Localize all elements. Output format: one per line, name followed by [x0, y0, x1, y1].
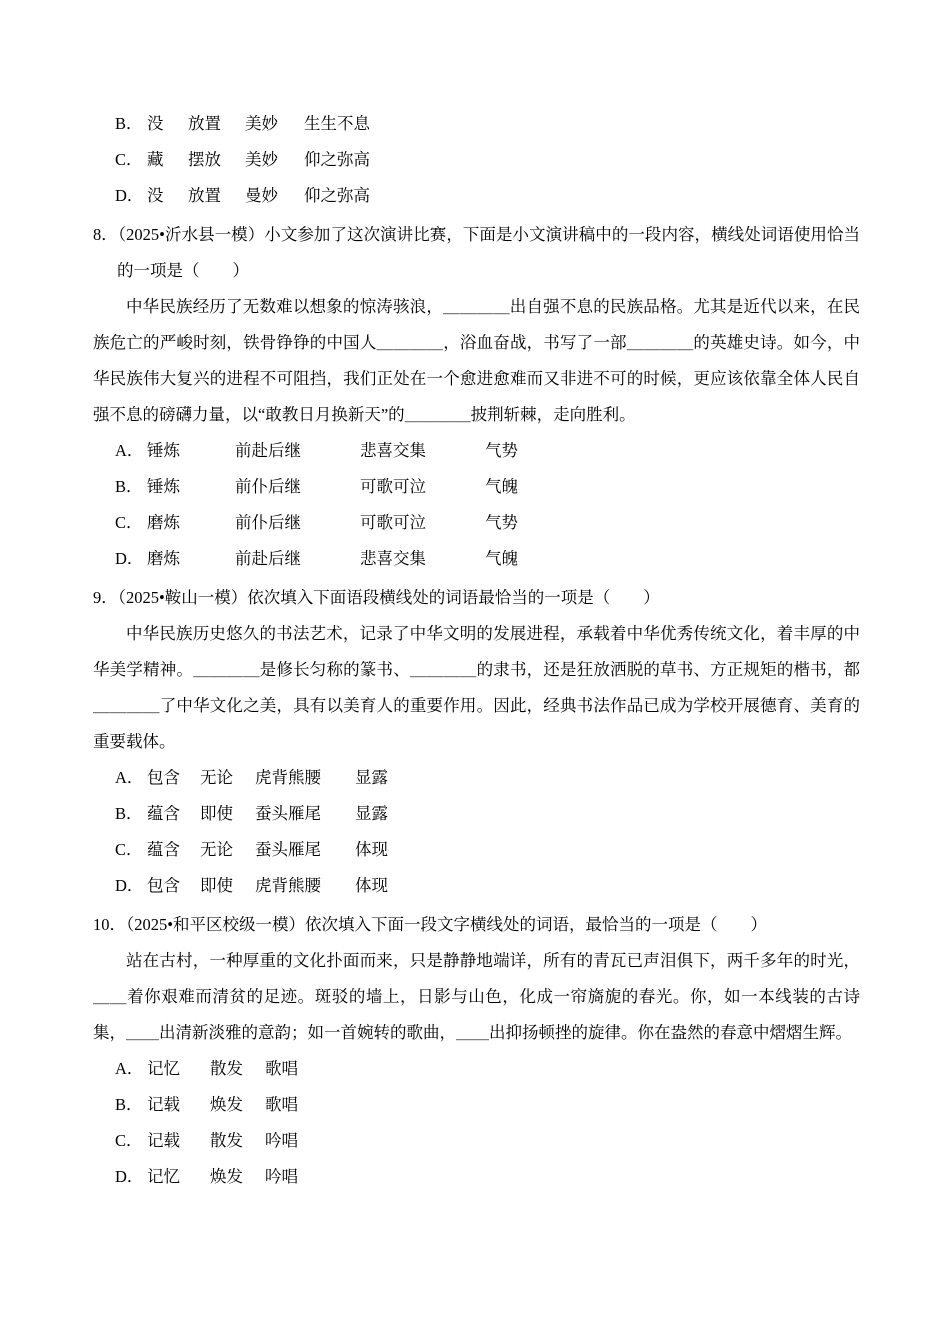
option-item: 锤炼: [147, 477, 180, 496]
question-block: [93, 907, 860, 1195]
option-item: 蚕头雁尾: [255, 840, 321, 859]
option-label: B．: [115, 1095, 143, 1114]
question-block: [93, 217, 860, 577]
option-item: 仰之弥高: [304, 150, 370, 169]
question-stem-text: （2025•沂水县一模）小文参加了这次演讲比赛，下面是小文演讲稿中的一段内容，横线处词语使用恰当的一项是（ ）: [117, 225, 861, 280]
option-item: 气势: [485, 441, 518, 460]
option-item: 包含: [147, 876, 180, 895]
options-list: [115, 1051, 860, 1195]
option-row: [115, 1159, 860, 1195]
option-item: 气魄: [485, 549, 518, 568]
question-passage: 站在古村，一种厚重的文化扑面而来，只是静静地端详，所有的青瓦已声泪俱下，两千多年的时光，＿＿着你艰难而清贫的足迹。斑驳的墙上，日影与山色，化成一帘旖旎的春光。你，如一本线装的古诗集，＿＿出清新淡雅的意韵；如一首婉转的歌曲，＿＿出抑扬顿挫的旋律。你在盎然的春意中熠熠生辉。: [93, 951, 860, 1042]
option-item: 前赴后继: [235, 549, 301, 568]
option-item: 记载: [147, 1095, 180, 1114]
option-item: 仰之弥高: [304, 186, 370, 205]
option-row: [115, 1123, 860, 1159]
option-item: 蚕头雁尾: [255, 804, 321, 823]
option-item: 蕴含: [147, 804, 180, 823]
option-item: 曼妙: [245, 186, 278, 205]
option-item: 气魄: [485, 477, 518, 496]
option-item: 显露: [355, 804, 388, 823]
option-item: 生生不息: [304, 114, 370, 133]
option-row: [115, 832, 860, 868]
option-item: 没: [147, 186, 164, 205]
option-item: 前赴后继: [235, 441, 301, 460]
option-item: 美妙: [245, 114, 278, 133]
option-row: [115, 142, 860, 178]
option-item: 歌唱: [265, 1095, 298, 1114]
options-list: [115, 760, 860, 904]
option-item: 即使: [200, 804, 233, 823]
option-label: C．: [115, 840, 143, 859]
option-item: 包含: [147, 768, 180, 787]
option-item: 记忆: [147, 1059, 180, 1078]
option-item: 无论: [200, 768, 233, 787]
option-item: 藏: [147, 150, 164, 169]
option-row: [115, 505, 860, 541]
option-label: D．: [115, 549, 144, 568]
option-label: C．: [115, 513, 143, 532]
questions: [93, 217, 860, 1195]
option-item: 磨炼: [147, 549, 180, 568]
option-item: 可歌可泣: [360, 513, 426, 532]
option-item: 显露: [355, 768, 388, 787]
option-label: B．: [115, 804, 143, 823]
option-item: 记忆: [147, 1167, 180, 1186]
question-block: [93, 580, 860, 904]
option-item: 焕发: [210, 1167, 243, 1186]
option-item: 即使: [200, 876, 233, 895]
option-row: [115, 760, 860, 796]
option-item: 摆放: [188, 150, 221, 169]
option-row: [115, 868, 860, 904]
question-stem-text: （2025•鞍山一模）依次填入下面语段横线处的词语最恰当的一项是（ ）: [117, 588, 660, 607]
option-item: 散发: [210, 1059, 243, 1078]
option-item: 吟唱: [265, 1131, 298, 1150]
option-item: 气势: [485, 513, 518, 532]
option-item: 蕴含: [147, 840, 180, 859]
option-label: D．: [115, 876, 144, 895]
option-row: [115, 541, 860, 577]
option-item: 吟唱: [265, 1167, 298, 1186]
question-stem-text: （2025•和平区校级一模）依次填入下面一段文字横线处的词语，最恰当的一项是（ ）: [126, 915, 768, 934]
options-list: [115, 433, 860, 577]
option-item: 悲喜交集: [360, 549, 426, 568]
option-label: B．: [115, 477, 143, 496]
option-item: 无论: [200, 840, 233, 859]
option-item: 前仆后继: [235, 513, 301, 532]
option-item: 散发: [210, 1131, 243, 1150]
option-label: C．: [115, 150, 143, 169]
question-number: 8．: [93, 225, 118, 244]
question-number: 10．: [93, 915, 126, 934]
option-label: B．: [115, 114, 143, 133]
leading-options: [115, 106, 860, 214]
option-item: 放置: [188, 114, 221, 133]
option-item: 锤炼: [147, 441, 180, 460]
option-item: 放置: [188, 186, 221, 205]
option-label: A．: [115, 1059, 144, 1078]
option-item: 虎背熊腰: [255, 768, 321, 787]
option-item: 体现: [355, 876, 388, 895]
option-row: [115, 1051, 860, 1087]
option-item: 没: [147, 114, 164, 133]
question-passage: 中华民族经历了无数难以想象的惊涛骇浪，＿＿＿＿出自强不息的民族品格。尤其是近代以来，在民族危亡的严峻时刻，铁骨铮铮的中国人＿＿＿＿，浴血奋战，书写了一部＿＿＿＿的英雄史诗。如今，中华民族伟大复兴的进程不可阻挡，我们正处在一个愈进愈难而又非进不可的时候，更应该依靠全体人民自强不息的磅礴力量，以“敢教日月换新天”的＿＿＿＿披荆斩棘，走向胜利。: [93, 297, 860, 424]
option-row: [115, 433, 860, 469]
option-row: [115, 1087, 860, 1123]
option-row: [115, 469, 860, 505]
option-label: D．: [115, 1167, 144, 1186]
option-label: A．: [115, 768, 144, 787]
option-item: 虎背熊腰: [255, 876, 321, 895]
option-row: [115, 796, 860, 832]
question-stem: [93, 217, 860, 289]
option-row: [115, 178, 860, 214]
option-item: 前仆后继: [235, 477, 301, 496]
option-item: 体现: [355, 840, 388, 859]
option-item: 悲喜交集: [360, 441, 426, 460]
question-number: 9．: [93, 588, 118, 607]
question-stem: [93, 580, 860, 616]
option-item: 磨炼: [147, 513, 180, 532]
option-label: D．: [115, 186, 144, 205]
question-passage: 中华民族历史悠久的书法艺术，记录了中华文明的发展进程，承载着中华优秀传统文化，着丰厚的中华美学精神。＿＿＿＿是修长匀称的篆书、＿＿＿＿的隶书，还是狂放洒脱的草书、方正规矩的楷书，都＿＿＿＿了中华文化之美，具有以美育人的重要作用。因此，经典书法作品已成为学校开展德育、美育的重要载体。: [93, 624, 860, 751]
option-item: 歌唱: [265, 1059, 298, 1078]
question-stem: [93, 907, 860, 943]
option-item: 可歌可泣: [360, 477, 426, 496]
option-item: 焕发: [210, 1095, 243, 1114]
option-item: 记载: [147, 1131, 180, 1150]
option-row: [115, 106, 860, 142]
option-label: A．: [115, 441, 144, 460]
option-label: C．: [115, 1131, 143, 1150]
option-item: 美妙: [245, 150, 278, 169]
